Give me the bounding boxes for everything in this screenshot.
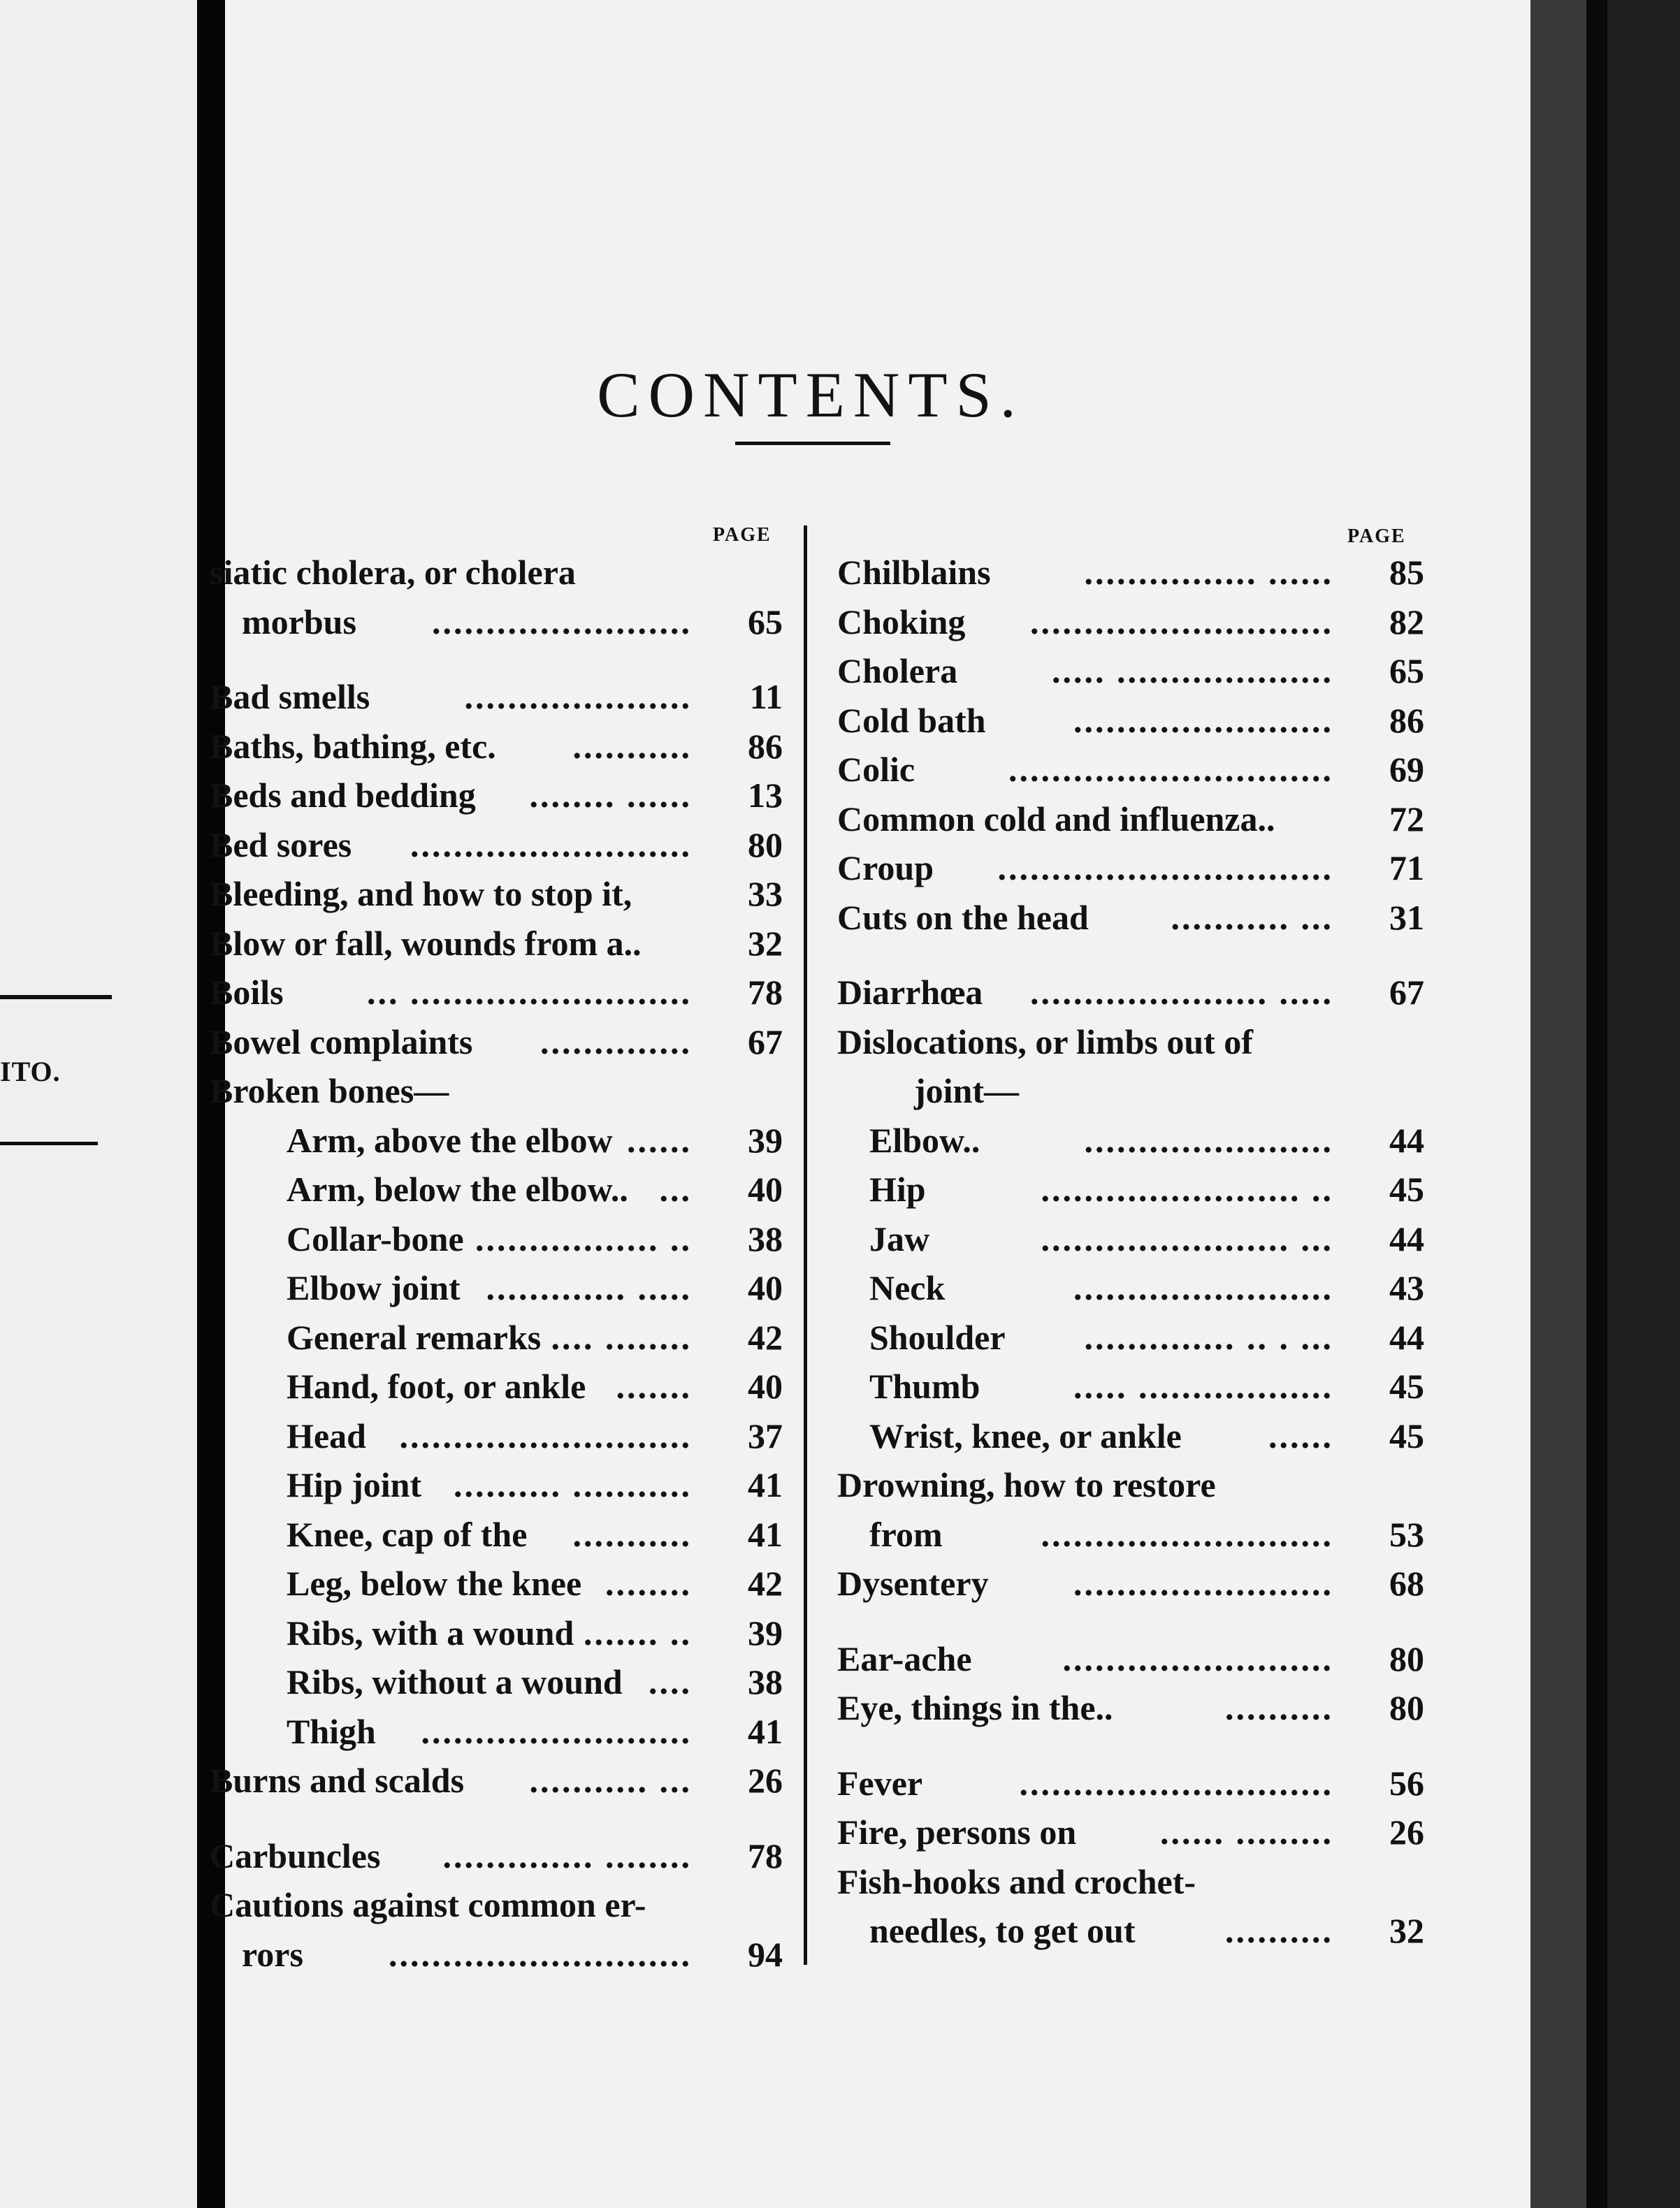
dot-leader: ...................... ..... [1026,968,1333,1017]
entry-page-number: 44 [1389,1120,1424,1160]
contents-entry [210,722,783,771]
contents-left-column [210,548,783,1979]
facing-page-rule [0,995,112,999]
entry-title: Broken bones— [210,1071,449,1110]
entry-title: Colic [837,750,915,789]
contents-entry [837,1313,1424,1363]
entry-title: from [869,1514,943,1554]
dot-leader: .......... ........... [449,1460,692,1510]
contents-entry [210,672,783,722]
contents-entry [210,1831,783,1881]
contents-entry [837,1066,1424,1116]
entry-title: Bleeding, and how to stop it, [210,874,632,913]
entry-page-number: 13 [748,776,783,815]
page-column-heading: PAGE [713,524,772,546]
entry-page-number: 69 [1389,750,1424,789]
entry-page-number: 82 [1389,602,1424,641]
entry-title: Jaw [869,1219,930,1258]
contents-entry [210,597,783,647]
dot-leader: ...... [1264,1411,1333,1461]
contents-entry [837,1362,1424,1411]
contents-entry [837,1263,1424,1313]
dot-leader: .............. ........ [439,1831,693,1881]
contents-entry [210,548,783,597]
dot-leader: ........................ [1069,1263,1333,1313]
entry-page-number: 40 [748,1170,783,1209]
entry-title: Chilblains [837,553,991,592]
column-divider [804,525,807,1965]
entry-page-number: 41 [748,1465,783,1504]
entry-page-number: 42 [748,1564,783,1603]
dot-leader: .... [644,1657,692,1707]
dot-leader: ..... .................... [1048,646,1333,696]
dot-leader: .......................... [406,820,692,870]
entry-page-number: 80 [748,825,783,864]
entry-title: Arm, below the elbow.. [287,1170,628,1209]
entry-title: Blow or fall, wounds from a.. [210,923,642,963]
entry-page-number: 67 [1389,973,1424,1012]
entry-title: joint— [914,1071,1019,1110]
entry-title: Fire, persons on [837,1813,1077,1852]
dot-leader: .......... [1221,1906,1333,1956]
contents-entry [837,1214,1424,1264]
page-edges [1586,0,1607,2208]
page-column-heading: PAGE [1347,525,1406,547]
entry-title: Drowning, how to restore [837,1465,1216,1504]
entry-title: Carbuncles [210,1836,381,1875]
contents-entry [210,1608,783,1658]
entry-page-number: 86 [1389,700,1424,740]
contents-entry [210,968,783,1017]
entry-title: Cold bath [837,700,986,740]
contents-entry [837,794,1424,844]
contents-entry [210,1116,783,1165]
entry-page-number: 31 [1389,897,1424,937]
contents-entry [210,1017,783,1067]
dot-leader: ........ [601,1559,692,1608]
entry-page-number: 80 [1389,1688,1424,1727]
entry-title: Bed sores [210,825,352,864]
dot-leader: ............................... [994,843,1334,893]
contents-entry [210,1362,783,1411]
entry-page-number: 86 [748,726,783,766]
dot-leader: ........................ [428,597,692,647]
contents-entry [837,646,1424,696]
entry-title: Leg, below the knee [287,1564,582,1603]
entry-title: needles, to get out [869,1911,1136,1950]
entry-title: Dislocations, or limbs out of [837,1022,1253,1061]
dot-leader: ....................... ... [1037,1214,1334,1264]
dot-leader: ... [656,1165,693,1214]
dot-leader: ..................... [461,672,693,722]
entry-page-number: 39 [748,1613,783,1653]
book-cover-edge [1607,0,1680,2208]
entry-title: Hip [869,1170,926,1209]
entry-page-number: 67 [748,1022,783,1061]
entry-title: siatic cholera, or cholera [210,553,576,592]
entry-page-number: 40 [748,1268,783,1307]
entry-page-number: 71 [1389,848,1424,887]
dot-leader: ........... ... [1167,893,1334,943]
dot-leader: ................. .. [471,1214,692,1264]
entry-title: Beds and bedding [210,776,476,815]
entry-page-number: 85 [1389,553,1424,592]
contents-entry [210,919,783,968]
dot-leader: ............................ [384,1930,692,1980]
contents-entry [837,1808,1424,1857]
entry-title: Eye, things in the.. [837,1688,1113,1727]
entry-page-number: 11 [749,677,783,716]
dot-leader: ... .......................... [363,968,692,1017]
entry-page-number: 42 [748,1317,783,1357]
entry-page-number: 78 [748,1836,783,1875]
entry-title: Burns and scalds [210,1761,465,1800]
entry-title: Knee, cap of the [287,1514,528,1554]
contents-entry [837,968,1424,1017]
contents-entry [837,1857,1424,1907]
dot-leader: ........... [569,1510,693,1560]
entry-title: Choking [837,602,966,641]
contents-entry [210,1510,783,1560]
entry-page-number: 78 [748,973,783,1012]
entry-title: Diarrhœa [837,973,983,1012]
dot-leader: ....... .. [579,1608,692,1658]
entry-page-number: 44 [1389,1219,1424,1258]
dot-leader: ......................... [1059,1634,1334,1684]
contents-entry [210,869,783,919]
dot-leader: ........................... [396,1411,693,1461]
contents-entry [837,1559,1424,1608]
entry-page-number: 37 [748,1416,783,1455]
entry-title: Elbow joint [287,1268,461,1307]
entry-page-number: 65 [1389,651,1424,690]
contents-entry [210,1165,783,1214]
dot-leader: ........................ .. [1037,1165,1334,1214]
contents-entry [837,1116,1424,1165]
entry-title: morbus [242,602,356,641]
entry-page-number: 44 [1389,1317,1424,1357]
facing-page-text-fragment: ITO. [0,1056,61,1087]
contents-entry [210,1460,783,1510]
title-rule [735,442,890,445]
dot-leader: .............................. [1004,745,1333,794]
contents-entry [210,1411,783,1461]
dot-leader: ............................. [1015,1759,1334,1808]
facing-page-rule [0,1142,98,1145]
dot-leader: ..... .................. [1069,1362,1333,1411]
entry-page-number: 53 [1389,1514,1424,1554]
entry-title: Collar-bone [287,1219,464,1258]
entry-page-number: 40 [748,1367,783,1406]
contents-entry [837,1411,1424,1461]
contents-entry [210,1930,783,1980]
entry-page-number: 65 [748,602,783,641]
dot-leader: .... ........ [547,1313,693,1363]
dot-leader: ................ ...... [1080,548,1334,597]
dot-leader: ............. ..... [482,1263,693,1313]
dot-leader: ........................... [1037,1510,1334,1560]
contents-entry [210,1066,783,1116]
entry-page-number: 38 [748,1219,783,1258]
entry-title: Shoulder [869,1317,1006,1357]
entry-page-number: 72 [1389,799,1424,838]
contents-entry [837,1460,1424,1510]
entry-page-number: 26 [1389,1813,1424,1852]
entry-title: Hand, foot, or ankle [287,1367,586,1406]
contents-entry [837,1906,1424,1956]
entry-title: Head [287,1416,366,1455]
entry-title: Ribs, without a wound [287,1662,623,1701]
entry-title: Thumb [869,1367,980,1406]
page-title: CONTENTS. [597,358,1024,430]
entry-title: Bad smells [210,677,370,716]
dot-leader: .............. [536,1017,692,1067]
entry-page-number: 80 [1389,1639,1424,1678]
dot-leader: ........................ [1069,696,1333,746]
contents-entry [837,696,1424,746]
dot-leader: ............................ [1026,597,1333,647]
contents-entry [837,1634,1424,1684]
page-edges [1530,0,1586,2208]
contents-entry [210,1880,783,1930]
contents-entry [210,1263,783,1313]
entry-title: Cuts on the head [837,897,1089,937]
contents-entry [837,1683,1424,1733]
entry-title: Croup [837,848,934,887]
entry-page-number: 33 [748,874,783,913]
entry-title: Ribs, with a wound [287,1613,574,1653]
entry-title: Cholera [837,651,958,690]
dot-leader: ....................... [1080,1116,1334,1165]
dot-leader: ...... ......... [1156,1808,1333,1857]
entry-page-number: 41 [748,1711,783,1751]
contents-entry [837,1759,1424,1808]
contents-entry [210,1657,783,1707]
dot-leader: ....... [612,1362,693,1411]
entry-title: Ear-ache [837,1639,972,1678]
contents-entry [837,745,1424,794]
entry-page-number: 43 [1389,1268,1424,1307]
contents-entry [210,1313,783,1363]
contents-entry [837,1510,1424,1560]
entry-page-number: 94 [748,1934,783,1974]
entry-title: General remarks [287,1317,542,1357]
contents-entry [837,843,1424,893]
entry-title: rors [242,1934,303,1974]
contents-entry [837,597,1424,647]
entry-page-number: 56 [1389,1763,1424,1803]
entry-page-number: 45 [1389,1367,1424,1406]
entry-title: Baths, bathing, etc. [210,726,496,766]
contents-entry [210,771,783,820]
contents-entry [210,1214,783,1264]
entry-page-number: 68 [1389,1564,1424,1603]
entry-title: Dysentery [837,1564,989,1603]
contents-entry [210,820,783,870]
entry-title: Cautions against common er- [210,1885,646,1924]
contents-entry [837,1165,1424,1214]
dot-leader: ........ ...... [526,771,693,820]
entry-page-number: 32 [748,923,783,963]
contents-entry [210,1559,783,1608]
entry-page-number: 26 [748,1761,783,1800]
dot-leader: ......................... [417,1707,693,1757]
dot-leader: ........... ... [526,1756,693,1806]
facing-page [0,0,210,2208]
entry-title: Bowel complaints [210,1022,473,1061]
dot-leader: ........................ [1069,1559,1333,1608]
entry-page-number: 41 [748,1514,783,1554]
entry-page-number: 45 [1389,1170,1424,1209]
contents-entry [837,893,1424,943]
dot-leader: .......... [1221,1683,1333,1733]
entry-title: Fever [837,1763,923,1803]
entry-title: Fish-hooks and crochet- [837,1861,1196,1901]
dot-leader: .............. .. . ... [1080,1313,1334,1363]
contents-entry [210,1756,783,1806]
entry-title: Wrist, knee, or ankle [869,1416,1182,1455]
contents-entry [210,1707,783,1757]
dot-leader: ........... [569,722,693,771]
entry-page-number: 39 [748,1120,783,1160]
entry-page-number: 45 [1389,1416,1424,1455]
entry-title: Hip joint [287,1465,422,1504]
contents-right-column [837,548,1424,1956]
entry-page-number: 32 [1389,1911,1424,1950]
dot-leader: ...... [623,1116,692,1165]
contents-entry [837,1017,1424,1067]
entry-title: Boils [210,973,284,1012]
entry-title: Elbow.. [869,1120,980,1160]
entry-title: Thigh [287,1711,376,1751]
entry-title: Neck [869,1268,946,1307]
entry-title: Arm, above the elbow [287,1120,613,1160]
entry-title: Common cold and influenza.. [837,799,1275,838]
contents-entry [837,548,1424,597]
entry-page-number: 38 [748,1662,783,1701]
